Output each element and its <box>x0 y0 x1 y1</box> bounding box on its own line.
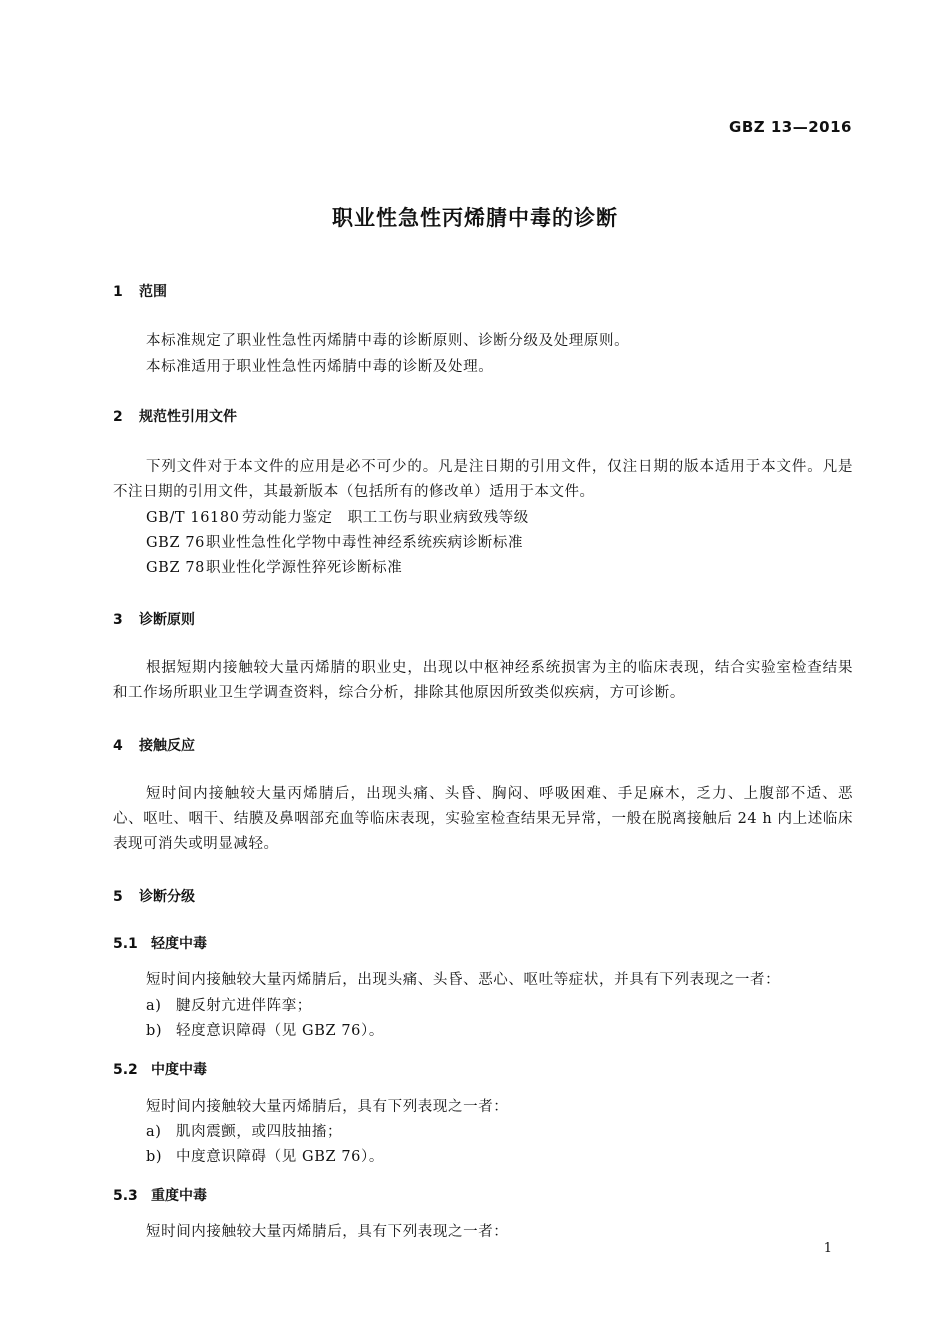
section-1-heading <box>113 281 167 301</box>
section-title: 规范性引用文件 <box>139 409 237 425</box>
subsection-number: 5.1 <box>113 936 138 952</box>
subsection-5-2-heading <box>113 1059 207 1079</box>
section-2-heading <box>113 406 237 426</box>
reference-item <box>146 531 523 552</box>
subsection-number: 5.2 <box>113 1062 138 1078</box>
section-5-heading <box>113 886 195 906</box>
section-title: 接触反应 <box>139 738 195 754</box>
reference-item <box>146 506 529 527</box>
section-3-heading <box>113 609 195 629</box>
section-number: 4 <box>113 738 123 754</box>
standard-code: GBZ 13—2016 <box>729 118 852 136</box>
list-item <box>146 994 312 1015</box>
subsection-title: 轻度中毒 <box>151 936 207 952</box>
section-4-heading <box>113 735 195 755</box>
list-item-text: 中度意识障碍（见 GBZ 76）。 <box>176 1149 384 1165</box>
list-item-label: b) <box>146 1023 163 1039</box>
list-item <box>146 1019 384 1040</box>
subsection-title: 重度中毒 <box>151 1188 207 1204</box>
paragraph: 短时间内接触较大量丙烯腈后，具有下列表现之一者： <box>146 1224 509 1240</box>
subsection-number: 5.3 <box>113 1188 138 1204</box>
list-item-label: a) <box>146 1124 162 1140</box>
reference-code: GBZ 78 <box>146 560 205 576</box>
subsection-5-1-heading <box>113 933 207 953</box>
list-item <box>146 1145 384 1166</box>
list-item <box>146 1120 342 1141</box>
list-item-text: 肌肉震颤，或四肢抽搐； <box>176 1124 343 1140</box>
reference-code: GBZ 76 <box>146 535 205 551</box>
paragraph: 根据短期内接触较大量丙烯腈的职业史，出现以中枢神经系统损害为主的临床表现，结合实验室检查结果和工作场所职业卫生学调查资料，综合分析，排除其他原因所致类似疾病，方可诊断。 <box>113 660 853 701</box>
paragraph: 本标准规定了职业性急性丙烯腈中毒的诊断原则、诊断分级及处理原则。 <box>146 333 630 349</box>
reference-title: 职业性急性化学物中毒性神经系统疾病诊断标准 <box>206 535 524 551</box>
reference-item <box>146 556 402 577</box>
list-item-label: b) <box>146 1149 163 1165</box>
reference-title: 劳动能力鉴定 职工工伤与职业病致残等级 <box>242 510 529 526</box>
list-item-text: 腱反射亢进伴阵挛； <box>176 998 312 1014</box>
section-number: 2 <box>113 409 123 425</box>
section-number: 5 <box>113 889 123 905</box>
list-item-label: a) <box>146 998 162 1014</box>
section-number: 3 <box>113 612 123 628</box>
paragraph: 短时间内接触较大量丙烯腈后，具有下列表现之一者： <box>146 1099 509 1115</box>
page-number: 1 <box>823 1241 832 1256</box>
reference-code: GB/T 16180 <box>146 510 240 526</box>
paragraph: 本标准适用于职业性急性丙烯腈中毒的诊断及处理。 <box>146 359 494 375</box>
paragraph: 短时间内接触较大量丙烯腈后，出现头痛、头昏、胸闷、呼吸困难、手足麻木，乏力、上腹部不适、恶心、呕吐、咽干、结膜及鼻咽部充血等临床表现，实验室检查结果无异常，一般在脱离接触后 24 h 内上述临床表现可消失或明显减轻。 <box>113 786 853 852</box>
paragraph: 下列文件对于本文件的应用是必不可少的。凡是注日期的引用文件，仅注日期的版本适用于本文件。凡是不注日期的引用文件，其最新版本（包括所有的修改单）适用于本文件。 <box>113 459 853 500</box>
section-title: 诊断原则 <box>139 612 195 628</box>
section-title: 诊断分级 <box>139 889 195 905</box>
subsection-title: 中度中毒 <box>151 1062 207 1078</box>
reference-title: 职业性化学源性猝死诊断标准 <box>206 560 403 576</box>
section-title: 范围 <box>139 284 167 300</box>
document-title: 职业性急性丙烯腈中毒的诊断 <box>332 206 618 230</box>
paragraph: 短时间内接触较大量丙烯腈后，出现头痛、头昏、恶心、呕吐等症状，并具有下列表现之一者： <box>146 972 781 988</box>
subsection-5-3-heading <box>113 1185 207 1205</box>
list-item-text: 轻度意识障碍（见 GBZ 76）。 <box>176 1023 384 1039</box>
section-number: 1 <box>113 284 123 300</box>
